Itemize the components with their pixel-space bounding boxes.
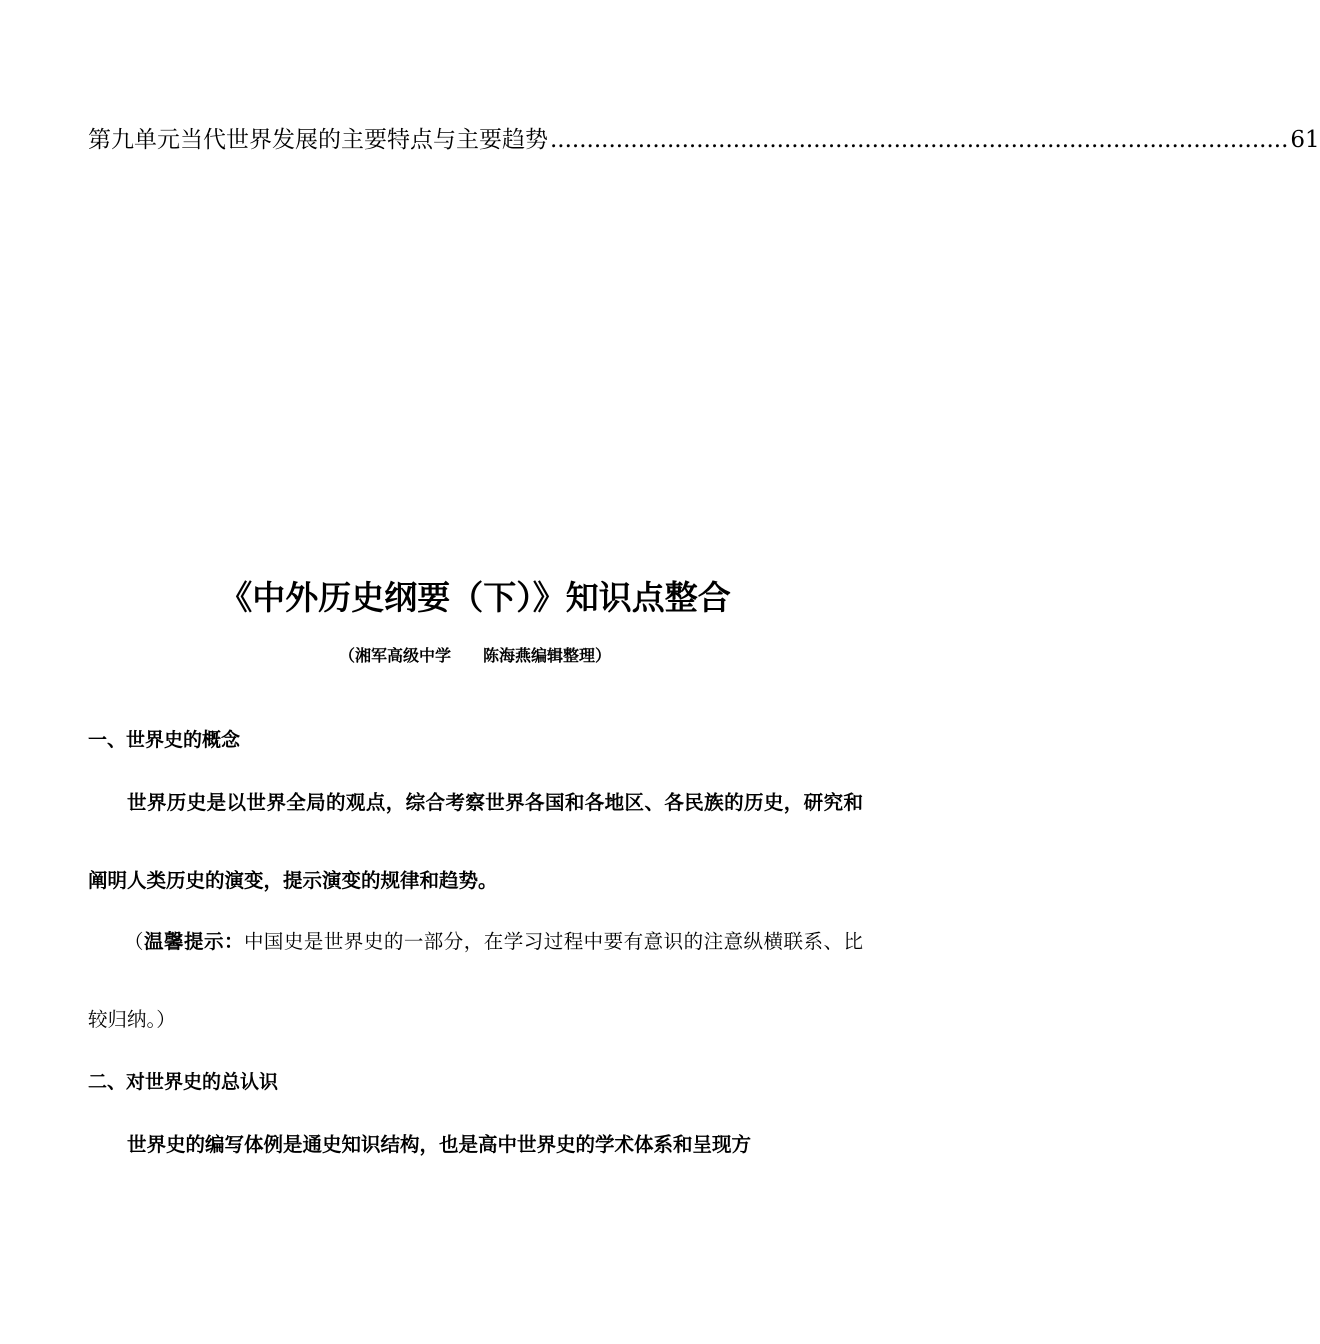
tip-open-paren: （ <box>124 930 144 953</box>
toc-page-number: 61 <box>1290 127 1320 153</box>
tip-label: 温馨提示： <box>144 930 244 953</box>
toc-entry-unit-9[interactable] <box>88 122 1320 158</box>
section-1-tip <box>88 903 863 1059</box>
section-1-paragraph: 世界历史是以世界全局的观点，综合考察世界各国和各地区、各民族的历史，研究和阐明人类历史的演变，提示演变的规律和趋势。 <box>88 791 863 892</box>
toc-entry-title: 第九单元当代世界发展的主要特点与主要趋势 <box>88 127 548 153</box>
document-subtitle: （湘军高级中学 陈海燕编辑整理） <box>338 646 611 665</box>
section-heading-1: 一、世界史的概念 <box>88 729 241 751</box>
section-2-paragraph: 世界史的编写体例是通史知识结构，也是高中世界史的学术体系和呈现方 <box>127 1133 752 1156</box>
document-title: 《中外历史纲要（下）》知识点整合 <box>219 578 731 617</box>
section-heading-2: 二、对世界史的总认识 <box>88 1071 279 1093</box>
tip-text: 中国史是世界史的一部分，在学习过程中要有意识的注意纵横联系、比较归纳。） <box>88 930 863 1031</box>
toc-dot-leader: ..................................................................................................... <box>550 127 1289 153</box>
